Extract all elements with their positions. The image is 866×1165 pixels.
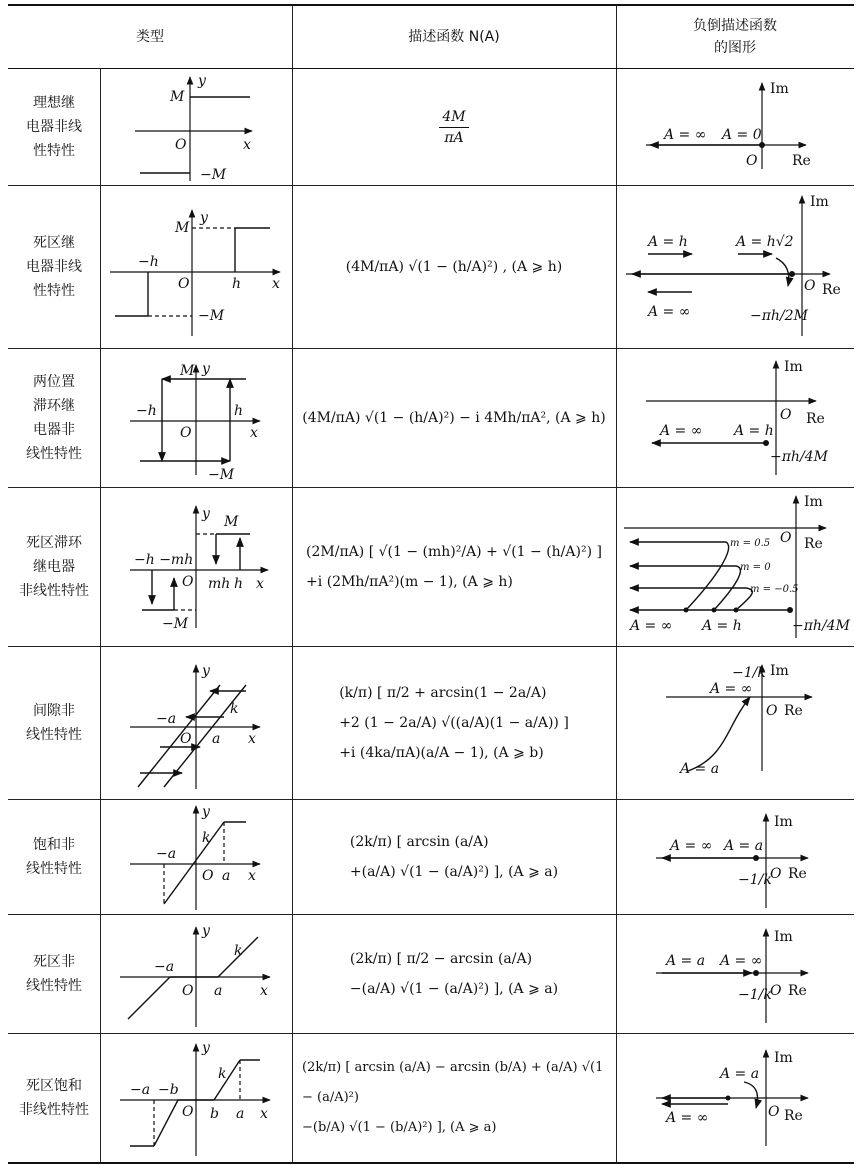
row-name: 间隙非 线性特性	[26, 703, 82, 743]
row-name: 死区继 电器非线 性特性	[26, 235, 82, 299]
label-Re: Re	[804, 536, 823, 552]
label-Im: Im	[804, 494, 823, 510]
label-Im: Im	[774, 1050, 793, 1066]
label-a-inf: A = ∞	[660, 423, 703, 439]
label-Re: Re	[806, 411, 825, 427]
label-O: O	[182, 1104, 194, 1120]
characteristic-graph	[100, 1034, 292, 1162]
label-a-a: A = a	[724, 838, 764, 854]
label-neg-b: −b	[158, 1082, 179, 1098]
label-O: O	[175, 137, 187, 153]
label-Re: Re	[792, 153, 811, 169]
formula: (2k/π) [ π/2 − arcsin (a/A) −(a/A) √(1 − (a/A)²) ], (A ⩾ a)	[349, 951, 559, 997]
label-O: O	[770, 866, 782, 882]
label-O: O	[780, 407, 792, 423]
formula: (2M/πA) [ √(1 − (mh)²/A) + √(1 − (h/A)²) ] +i (2Mh/πA²)(m − 1), (A ⩾ h)	[306, 544, 602, 590]
label-left: −h −mh	[134, 552, 194, 568]
label-neg-h: −h	[138, 254, 159, 270]
characteristic-graph	[100, 800, 292, 914]
label-O: O	[746, 153, 758, 169]
label-x: x	[260, 1106, 268, 1122]
label-k: k	[230, 701, 239, 717]
formula: (k/π) [ π/2 + arcsin(1 − 2a/A) +2 (1 − 2a/A) √((a/A)(1 − a/A)) ] +i (4ka/πA)(a/A − 1), (A ⩾ b)	[339, 685, 569, 761]
label-O: O	[182, 983, 194, 999]
label-O: O	[768, 1104, 780, 1120]
label-a-inf: A = ∞	[648, 304, 691, 320]
label-a-inf: A = ∞	[630, 618, 673, 634]
negative-inverse-plot	[616, 915, 854, 1033]
table-row-deadzone-saturation	[8, 1034, 854, 1164]
label-y: y	[202, 923, 210, 939]
header-func: 描述函数 N(A)	[408, 29, 500, 45]
label-h: h	[234, 576, 244, 592]
characteristic-graph	[100, 915, 292, 1033]
label-M: M	[224, 514, 239, 530]
label-Re: Re	[822, 282, 841, 298]
label-a: a	[214, 983, 223, 999]
row-name: 饱和非 线性特性	[26, 837, 82, 877]
label-h: h	[232, 276, 242, 292]
formula: (2k/π) [ arcsin (a/A) − arcsin (b/A) + (a/A) √(1 − (a/A)²) −(b/A) √(1 − (b/A)²) ], (A ⩾ a)	[302, 1060, 604, 1135]
label-neg-a: −a	[130, 1082, 151, 1098]
label-O: O	[766, 703, 778, 719]
label-m0: m = 0	[740, 562, 771, 573]
label-h: h	[234, 403, 244, 419]
characteristic-graph	[100, 69, 292, 185]
label-Re: Re	[788, 866, 807, 882]
negative-inverse-plot	[616, 349, 854, 487]
label-O: O	[180, 425, 192, 441]
label-a-inf: A = ∞	[664, 127, 707, 143]
describing-function-table	[8, 4, 854, 1164]
label-x: x	[272, 276, 280, 292]
label-Im: Im	[774, 929, 793, 945]
row-name: 两位置 滞环继 电器非 线性特性	[26, 374, 82, 462]
row-name: 理想继 电器非线 性特性	[26, 95, 82, 159]
label-value: −πh/4M	[792, 618, 850, 634]
label-neg-a: −a	[156, 711, 177, 727]
label-Im: Im	[784, 359, 803, 375]
header-plot-line2: 的图形	[714, 40, 756, 56]
label-x: x	[250, 425, 258, 441]
negative-inverse-plot	[616, 800, 854, 914]
formula: 4M πA	[439, 109, 469, 146]
table-row-hysteresis-relay	[8, 349, 854, 488]
row-name: 死区饱和 非线性特性	[19, 1078, 89, 1118]
row-name: 死区非 线性特性	[26, 954, 82, 994]
label-M: M	[175, 220, 190, 236]
label-O: O	[178, 276, 190, 292]
label-y: y	[202, 663, 210, 679]
label-O: O	[182, 574, 194, 590]
table-row-saturation	[8, 800, 854, 915]
label-neg-a: −a	[156, 846, 177, 862]
label-a: a	[212, 731, 221, 747]
label-Im: Im	[774, 814, 793, 830]
label-k: k	[202, 830, 211, 846]
characteristic-graph	[100, 349, 292, 487]
label-a-a: A = a	[720, 1066, 760, 1082]
table-row-deadzone	[8, 915, 854, 1034]
formula: (4M/πA) √(1 − (h/A)²) − i 4Mh/πA², (A ⩾ h)	[302, 410, 606, 426]
table-row-ideal-relay	[8, 69, 854, 186]
label-y: y	[202, 1040, 210, 1056]
label-Re: Re	[784, 703, 803, 719]
label-neg-a: −a	[154, 959, 175, 975]
label-M: M	[180, 363, 195, 379]
label-x: x	[248, 868, 256, 884]
label-negM: −M	[200, 167, 227, 183]
label-O: O	[180, 731, 192, 747]
label-negM: −M	[162, 616, 189, 632]
header-plot-line1: 负倒描述函数	[693, 18, 777, 34]
label-value: −πh/4M	[770, 449, 828, 465]
label-k: k	[234, 943, 243, 959]
table-row-deadzone-hysteresis-relay	[8, 488, 854, 647]
negative-inverse-plot	[616, 186, 854, 348]
label-a-inf: A = ∞	[670, 838, 713, 854]
label-O: O	[780, 530, 792, 546]
negative-inverse-plot	[616, 1034, 854, 1162]
label-a-h: A = h	[734, 423, 774, 439]
table-row-backlash	[8, 647, 854, 800]
header-plot-cell	[616, 6, 854, 68]
label-y: y	[202, 361, 210, 377]
label-O: O	[202, 868, 214, 884]
header-type-cell	[8, 6, 293, 68]
negative-inverse-plot	[616, 647, 854, 799]
label-m05: m = 0.5	[730, 538, 771, 549]
label-x: x	[256, 576, 264, 592]
label-a-a: A = a	[680, 761, 720, 777]
label-neg-h: −h	[136, 403, 157, 419]
label-M: M	[170, 89, 185, 105]
label-a-h: A = h	[702, 618, 742, 634]
label-Im: Im	[770, 81, 789, 97]
label-O: O	[804, 278, 816, 294]
label-y: y	[202, 804, 210, 820]
row-name: 死区滞环 继电器 非线性特性	[19, 535, 89, 599]
label-a-inf: A = ∞	[710, 681, 753, 697]
label-value: −1/k	[738, 987, 772, 1003]
label-a: a	[222, 868, 231, 884]
label-y: y	[200, 210, 208, 226]
negative-inverse-plot	[616, 488, 854, 646]
label-a-inf: A = ∞	[720, 953, 763, 969]
label-a-a: A = a	[666, 953, 706, 969]
label-x: x	[243, 137, 251, 153]
negative-inverse-plot	[616, 69, 854, 185]
table-header	[8, 4, 854, 69]
label-x: x	[260, 983, 268, 999]
label-y: y	[198, 73, 206, 89]
label-O: O	[770, 983, 782, 999]
label-negM: −M	[208, 467, 235, 483]
formula: (2k/π) [ arcsin (a/A) +(a/A) √(1 − (a/A)²) ], (A ⩾ a)	[349, 834, 559, 880]
label-y: y	[202, 506, 210, 522]
label-k: k	[218, 1066, 227, 1082]
label-mneg: m = −0.5	[750, 584, 799, 595]
label-Re: Re	[788, 983, 807, 999]
label-Re: Re	[784, 1108, 803, 1124]
label-value: −πh/2M	[750, 308, 808, 324]
label-x: x	[248, 731, 256, 747]
header-func-cell	[292, 6, 617, 68]
header-type: 类型	[136, 29, 164, 45]
table-row-deadzone-relay	[8, 186, 854, 349]
label-Im: Im	[770, 663, 789, 679]
label-b: b	[210, 1106, 219, 1122]
label-value: −1/k	[738, 872, 772, 888]
characteristic-graph	[100, 647, 292, 799]
label-a-zero: A = 0	[722, 127, 762, 143]
label-Im: Im	[810, 194, 829, 210]
label-a: a	[236, 1106, 245, 1122]
formula: (4M/πA) √(1 − (h/A)²) , (A ⩾ h)	[345, 259, 563, 275]
label-a-hsqrt2: A = h√2	[736, 234, 794, 250]
characteristic-graph	[100, 488, 292, 646]
label-value: −1/k	[732, 665, 766, 681]
label-negM: −M	[198, 308, 225, 324]
label-a-h: A = h	[648, 234, 688, 250]
characteristic-graph	[100, 186, 292, 348]
label-a-inf: A = ∞	[666, 1110, 709, 1126]
label-mh: mh	[208, 576, 231, 592]
